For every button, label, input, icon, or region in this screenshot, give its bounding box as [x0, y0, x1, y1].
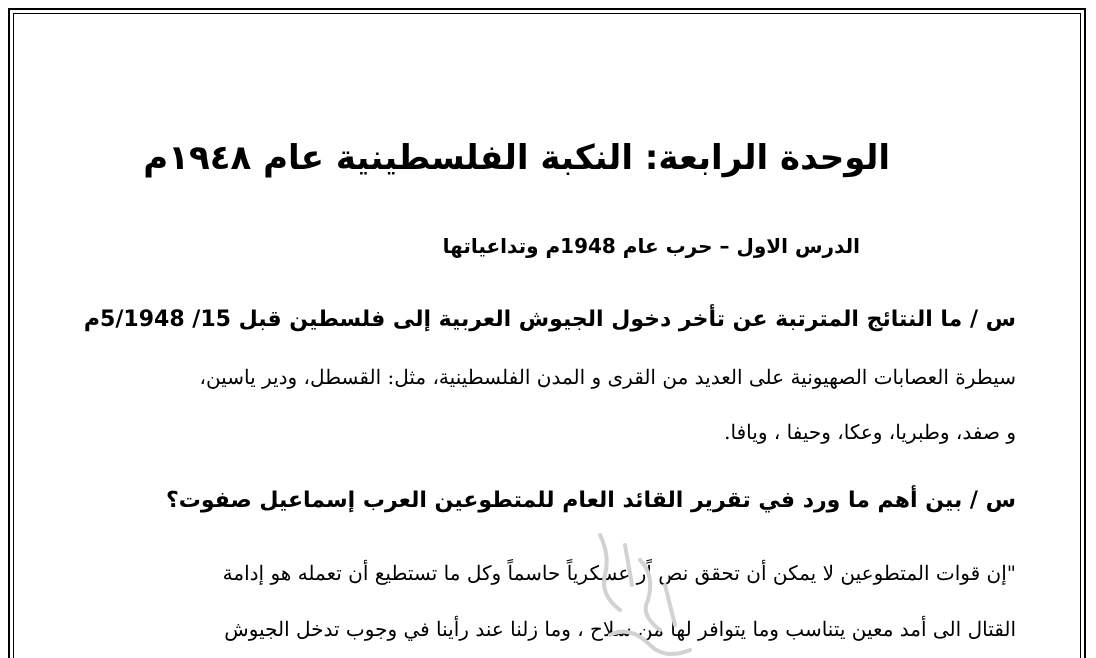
- answer-2-line-2: القتال الى أمد معين يتناسب وما يتوافر لها من سلاح ، وما زلنا عند رأينا في وجوب تدخل الجيوش: [224, 617, 1016, 641]
- lesson-heading: الدرس الاول – حرب عام 1948م وتداعياتها: [442, 234, 860, 258]
- unit-title: الوحدة الرابعة: النكبة الفلسطينية عام ١٩٤٨م: [143, 138, 890, 178]
- question-1: س / ما النتائج المترتبة عن تأخر دخول الجيوش العربية إلى فلسطين قبل 15/ 5/1948م: [83, 307, 1016, 332]
- question-2: س / بين أهم ما ورد في تقرير القائد العام للمتطوعين العرب إسماعيل صفوت؟: [165, 488, 1016, 513]
- answer-2-line-1: "إن قوات المتطوعين لا يمكن أن تحقق نص اًر عسكرياً حاسماً وكل ما تستطيع أن تعمله هو إدامة: [222, 561, 1016, 585]
- answer-1-line-1: سيطرة العصابات الصهيونية على العديد من القرى و المدن الفلسطينية، مثل: القسطل، ودير ياسين،: [199, 365, 1016, 389]
- answer-1-line-2: و صفد، وطبريا، وعكا، وحيفا ، ويافا.: [724, 420, 1016, 444]
